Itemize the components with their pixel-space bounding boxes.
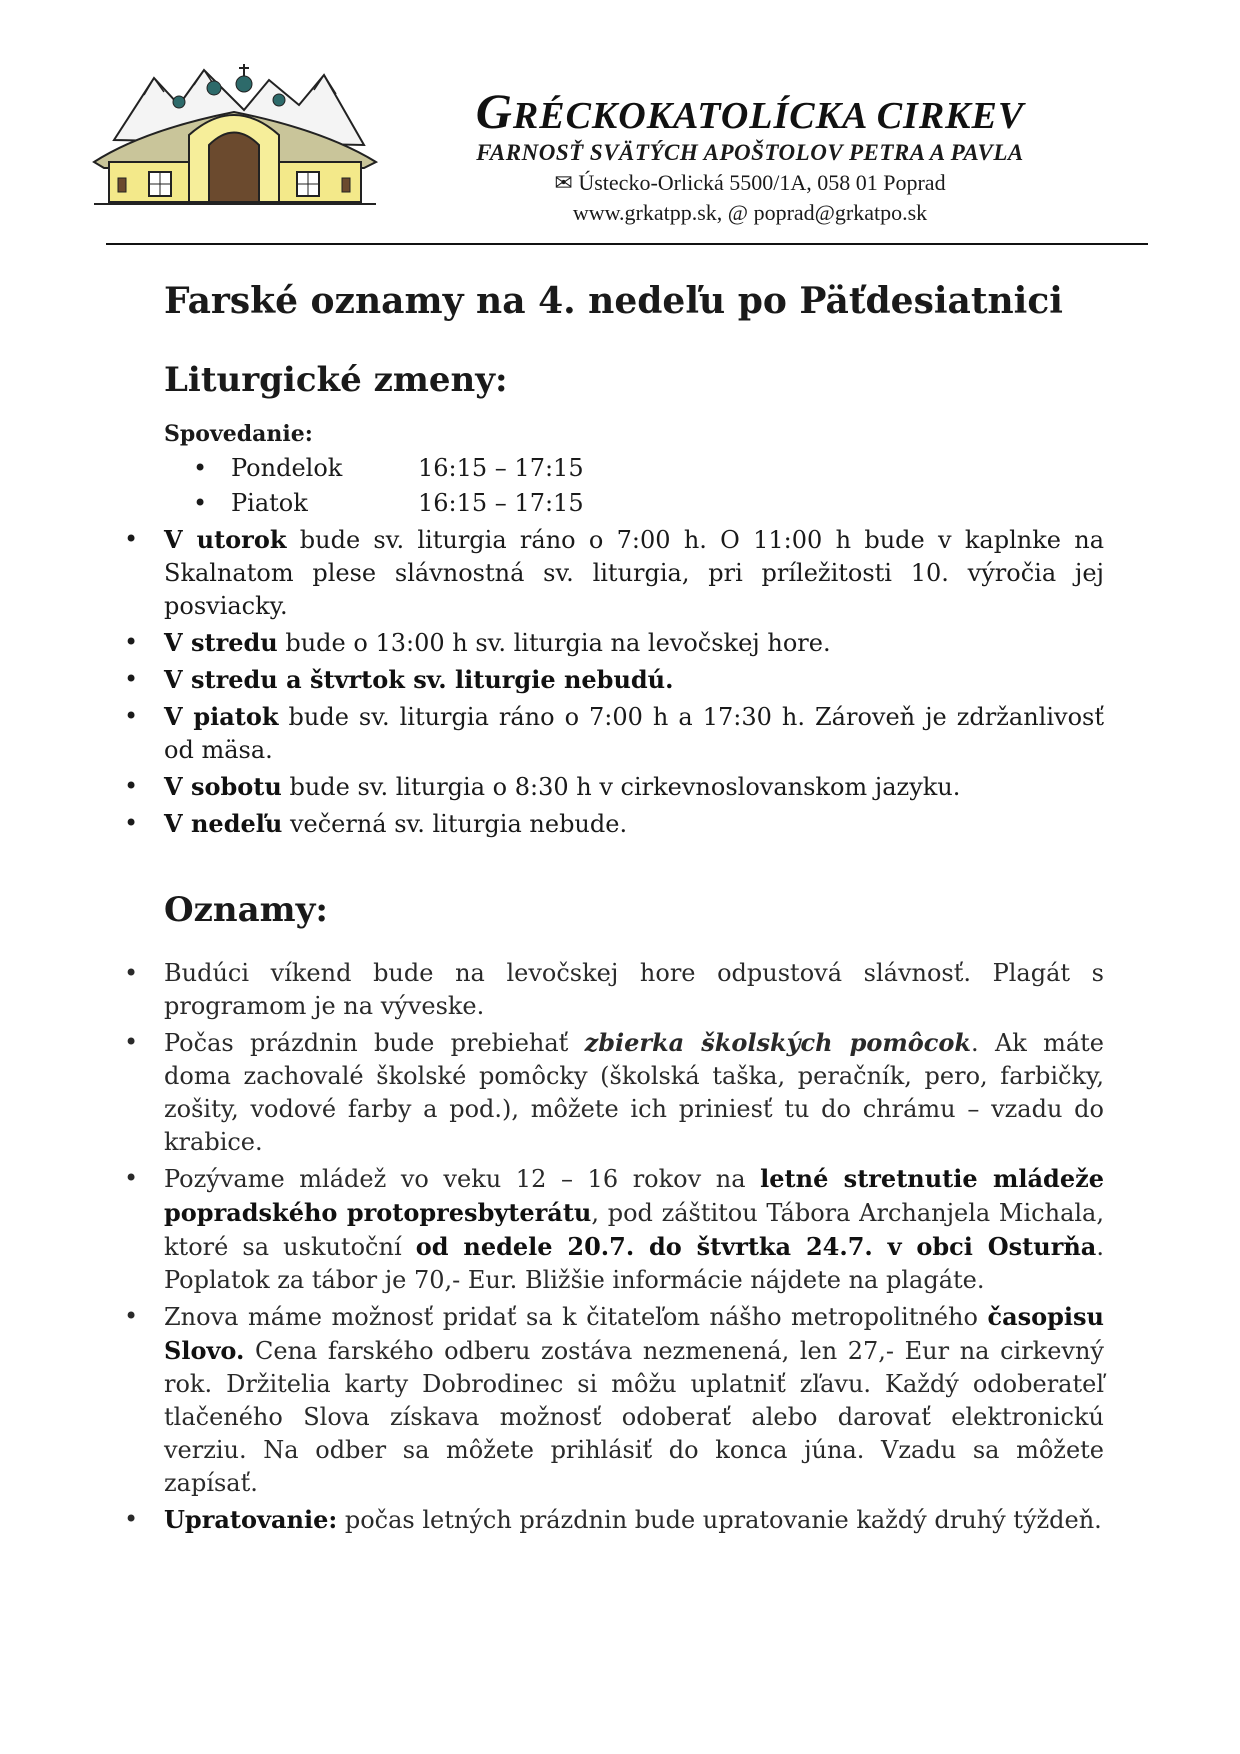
list-item: • V stredu a štvrtok sv. liturgie nebudú. (124, 665, 674, 694)
announcement-list (0, 957, 1104, 1540)
list-item: • V stredu bude o 13:00 h sv. liturgia na levočskej hore. (124, 628, 831, 657)
section-heading-announcements: Oznamy: (164, 890, 328, 930)
confession-label: Spovedanie: (164, 421, 313, 447)
list-item: • Upratovanie: počas letných prázdnin bude upratovanie každý druhý týždeň. (124, 1505, 1102, 1534)
mail-icon: ✉ (554, 170, 573, 195)
letterhead (0, 0, 1240, 250)
list-item: • V utorok bude sv. liturgia ráno o 7:00 h. O 11:00 h bude v kaplnke na Skalnatom plese slávnostná sv. liturgia, pri príležitosti 10. výročia jej posviacky. (124, 525, 1104, 620)
list-item: • V piatok bude sv. liturgia ráno o 7:00 h a 17:30 h. Zároveň je zdržanlivosť od mäsa. (124, 702, 1104, 764)
address: Ústecko-Orlická 5500/1A, 058 01 Poprad (578, 170, 946, 195)
liturgy-list (0, 523, 1104, 844)
list-item: • Budúci víkend bude na levočskej hore odpustová slávnosť. Plagát s programom je na vývеske. (124, 959, 1104, 1020)
parish-name: FARNOSŤ SVÄTÝCH APOŠTOLOV PETRA A PAVLA (476, 140, 1024, 165)
page-title: Farské oznamy na 4. nedeľu po Päťdesiatnici (164, 280, 1063, 322)
list-item: • Pozývame mládež vo veku 12 – 16 rokov na letné stretnutie mládeže popradského protopresbyterátu, pod záštitou Tábora Archanjela Michala, ktoré sa uskutoční od nedele 20.7. do štvrtka 24.7. v obci Osturňa. Poplatok za tábor je 70,- Eur. Bližšie informácie nájdete na plagáte. (124, 1164, 1104, 1294)
header-divider (106, 243, 1148, 245)
church-name: GRÉCKOKATOLÍCKA CIRKEV (475, 83, 1025, 139)
web-contact[interactable]: www.grkatpp.sk, @ poprad@grkatpo.sk (572, 200, 928, 225)
address-line (400, 170, 1100, 196)
section-heading-liturgy: Liturgické zmeny: (164, 360, 508, 400)
list-item: • V nedeľu večerná sv. liturgia nebude. (124, 809, 628, 838)
list-item: • V sobotu bude sv. liturgia o 8:30 h v cirkevnoslovanskom jazyku. (124, 772, 961, 801)
list-item: • Znova máme možnosť pridať sa k čitateľom nášho metropolitného časopisu Slovo. Cena farského odberu zostáva nezmenená, len 27,- Eur na cirkevný rok. Držitelia karty Dobrodinec si môžu uplatniť zľavu. Každý odoberateľ tlačeného Slova získava možnosť odoberať alebo darovať elektronickú verziu. Na odber sa môžete prihlásiť do konca júna. Vzadu sa môžete zapísať. (124, 1302, 1104, 1497)
church-logo (84, 50, 384, 210)
list-item: • Počas prázdnin bude prebiehať zbierka školských pomôcok. Ak máte doma zachovalé školské pomôcky (školská taška, peračník, pero, farbičky, zošity, vodové farby a pod.), môžete ich priniesť tu do chrámu – vzadu do krabice. (124, 1028, 1104, 1156)
